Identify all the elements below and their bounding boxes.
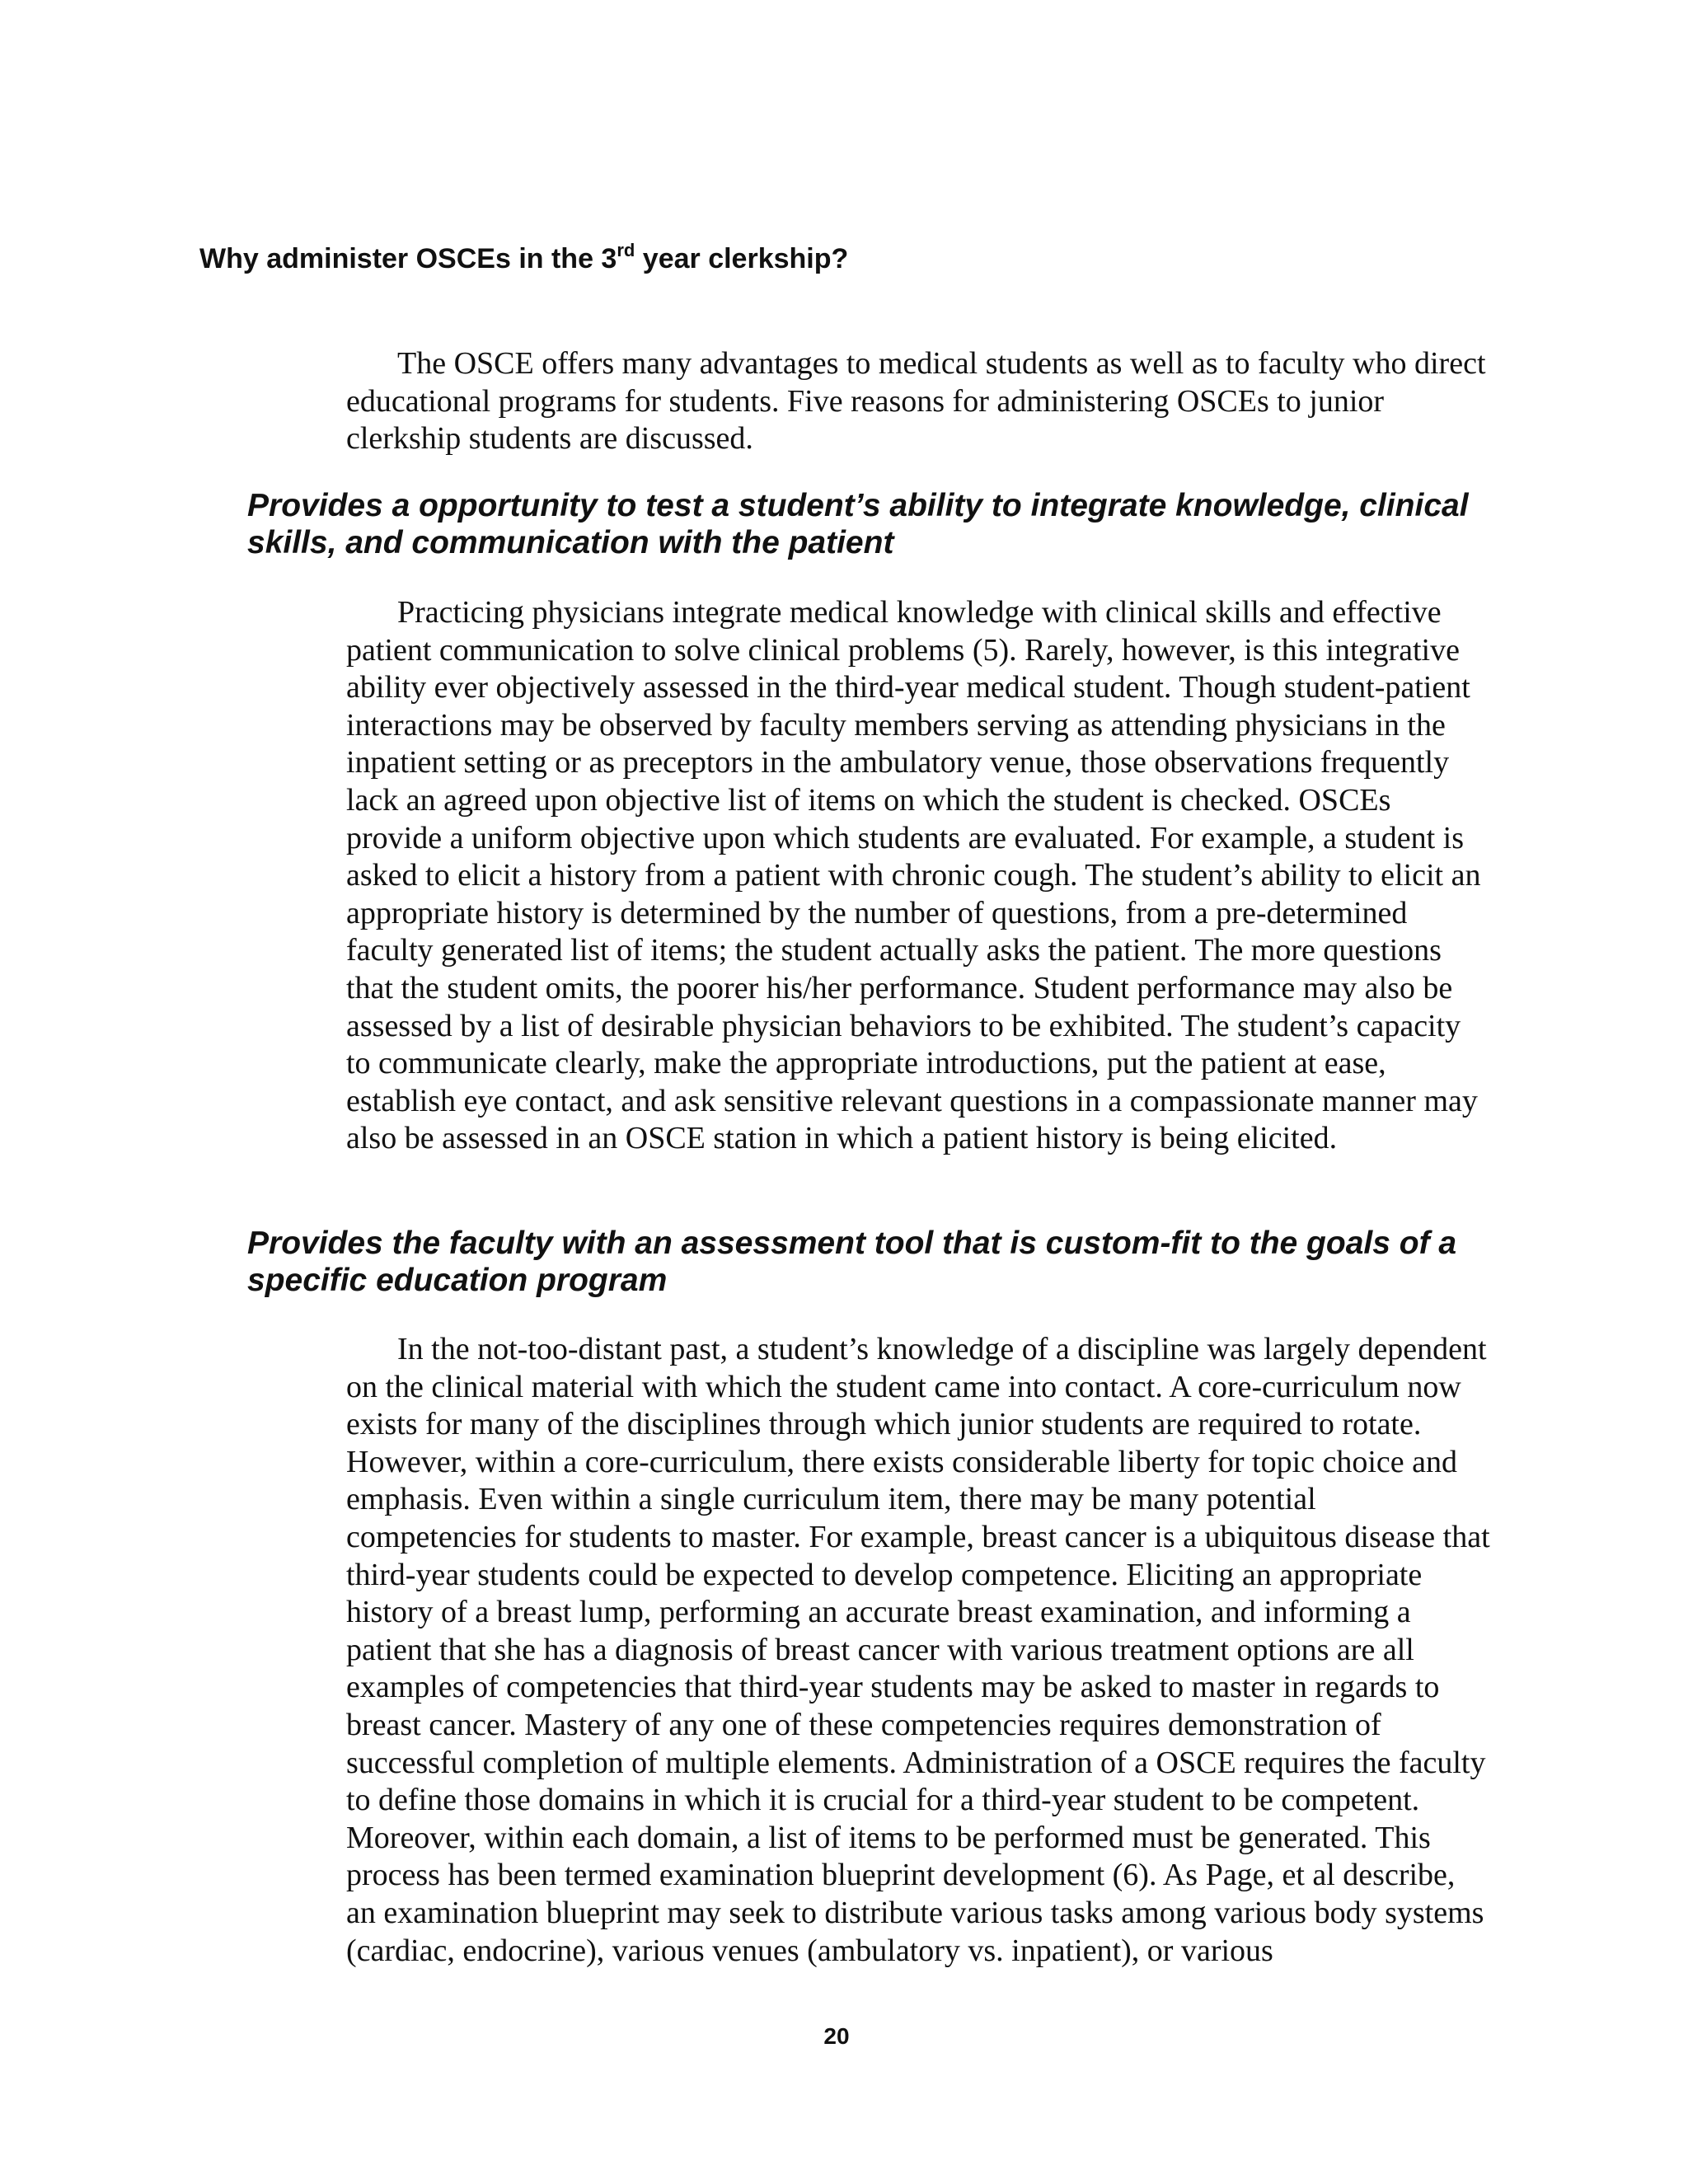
page-number: 20 <box>823 2023 850 2049</box>
intro-paragraph: The OSCE offers many advantages to medical students as well as to faculty who direct educational programs for students. Five reasons for administering OSCEs to junior clerkship students are discussed. <box>346 346 1486 457</box>
section-body-custom-fit: In the not-too-distant past, a student’s knowledge of a discipline was largely dependent on the clinical material with which the student came into contact. A core-curriculum now exists for many of the disciplines through which junior students are required to rotate. However, within a core-curriculum, there exists considerable liberty for topic choice and emphasis. Even within a single curriculum item, there may be many potential competencies for students to master. For example, breast cancer is a ubiquitous disease that third-year students could be expected to develop competence. Eliciting an appropriate history of a breast lump, performing an accurate breast examination, and informing a patient that she has a diagnosis of breast cancer with various treatment options are all examples of competencies that third-year students may be asked to master in regards to breast cancer. Mastery of any one of these competencies requires demonstration of successful completion of multiple elements. Administration of a OSCE requires the faculty to define those domains in which it is crucial for a third-year student to be competent. Moreover, within each domain, a list of items to be performed must be generated. This process has been termed examination blueprint development (6). As Page, et al describe, an examination blueprint may seek to distribute various tasks among various body systems (cardiac, endocrine), various venues (ambulatory vs. inpatient), or various <box>346 1332 1490 1968</box>
page-title <box>199 241 848 277</box>
page-title-text-end: year clerkship? <box>635 243 849 274</box>
section-heading-custom-fit: Provides the faculty with an assessment tool that is custom-fit to the goals of a specific education program <box>247 1226 1457 1298</box>
section-heading-integration: Provides a opportunity to test a student’s ability to integrate knowledge, clinical skills, and communication with the patient <box>247 488 1469 560</box>
section-body-integration: Practicing physicians integrate medical knowledge with clinical skills and effective patient communication to solve clinical problems (5). Rarely, however, is this integrative ability ever objectively assessed in the third-year medical student. Though student-patient interactions may be observed by faculty members serving as attending physicians in the inpatient setting or as preceptors in the ambulatory venue, those observations frequently lack an agreed upon objective list of items on which the student is checked. OSCEs provide a uniform objective upon which students are evaluated. For example, a student is asked to elicit a history from a patient with chronic cough. The student’s ability to elicit an appropriate history is determined by the number of questions, from a pre-determined faculty generated list of items; the student actually asks the patient. The more questions that the student omits, the poorer his/her performance. Student performance may also be assessed by a list of desirable physician behaviors to be exhibited. The student’s capacity to communicate clearly, make the appropriate introductions, put the patient at ease, establish eye contact, and ask sensitive relevant questions in a compassionate manner may also be assessed in an OSCE station in which a patient history is being elicited. <box>346 595 1481 1156</box>
page-title-superscript: rd <box>617 240 635 260</box>
page-title-text: Why administer OSCEs in the 3 <box>199 243 617 274</box>
